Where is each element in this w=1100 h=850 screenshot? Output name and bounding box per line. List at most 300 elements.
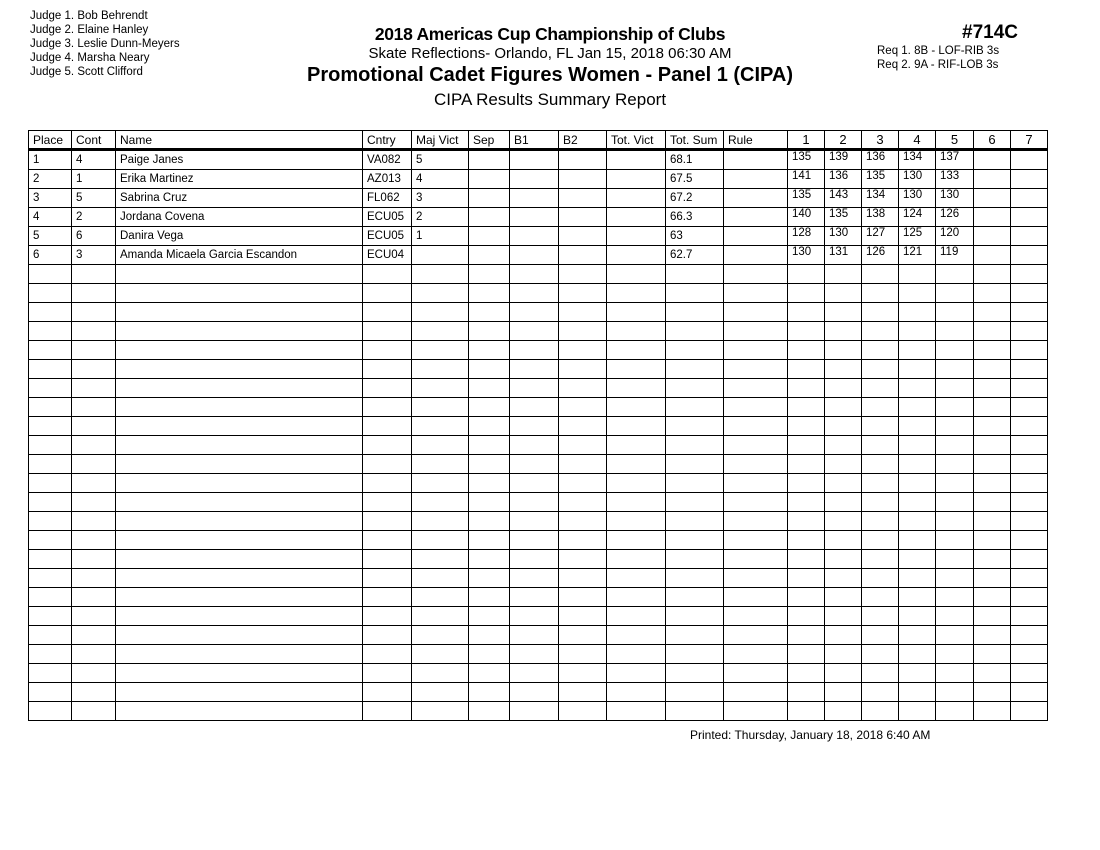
- empty-cell: [510, 645, 559, 664]
- empty-cell: [559, 398, 607, 417]
- empty-table-row: [29, 341, 1048, 360]
- empty-cell: [666, 436, 724, 455]
- empty-cell: [363, 455, 412, 474]
- empty-cell: [29, 417, 72, 436]
- empty-cell: [666, 417, 724, 436]
- empty-cell: [788, 493, 825, 512]
- score-j1-cell: 130: [788, 246, 825, 265]
- rule-cell: [724, 150, 788, 170]
- empty-cell: [974, 455, 1011, 474]
- empty-cell: [29, 379, 72, 398]
- empty-cell: [862, 379, 899, 398]
- score-j4-cell: 124: [899, 208, 936, 227]
- empty-cell: [412, 265, 469, 284]
- empty-cell: [974, 569, 1011, 588]
- empty-cell: [862, 436, 899, 455]
- table-row: [29, 170, 1048, 189]
- cont-cell: 2: [72, 208, 116, 227]
- tot-vict-cell: [607, 227, 666, 246]
- empty-cell: [862, 531, 899, 550]
- empty-table-row: [29, 569, 1048, 588]
- empty-cell: [559, 284, 607, 303]
- empty-cell: [469, 512, 510, 531]
- empty-cell: [72, 398, 116, 417]
- empty-cell: [29, 493, 72, 512]
- empty-cell: [469, 588, 510, 607]
- empty-cell: [899, 322, 936, 341]
- empty-cell: [666, 607, 724, 626]
- empty-cell: [936, 360, 974, 379]
- empty-cell: [899, 474, 936, 493]
- empty-cell: [936, 645, 974, 664]
- empty-cell: [29, 702, 72, 721]
- col-judge-7: 7: [1011, 131, 1048, 150]
- empty-cell: [412, 512, 469, 531]
- empty-cell: [412, 493, 469, 512]
- tot-sum-cell: 66.3: [666, 208, 724, 227]
- empty-cell: [936, 550, 974, 569]
- empty-cell: [72, 284, 116, 303]
- empty-cell: [469, 303, 510, 322]
- empty-cell: [724, 474, 788, 493]
- empty-cell: [72, 512, 116, 531]
- empty-cell: [29, 284, 72, 303]
- empty-cell: [666, 702, 724, 721]
- empty-cell: [607, 569, 666, 588]
- cntry-cell: ECU04: [363, 246, 412, 265]
- empty-cell: [559, 379, 607, 398]
- empty-cell: [607, 683, 666, 702]
- empty-cell: [899, 588, 936, 607]
- empty-cell: [607, 645, 666, 664]
- empty-cell: [116, 550, 363, 569]
- empty-table-row: [29, 360, 1048, 379]
- empty-cell: [899, 455, 936, 474]
- tot-vict-cell: [607, 246, 666, 265]
- cont-cell: 1: [72, 170, 116, 189]
- empty-cell: [363, 550, 412, 569]
- empty-cell: [116, 664, 363, 683]
- score-j7-cell: [1011, 170, 1048, 189]
- empty-cell: [936, 417, 974, 436]
- empty-cell: [788, 360, 825, 379]
- empty-cell: [559, 626, 607, 645]
- empty-cell: [724, 493, 788, 512]
- empty-cell: [825, 322, 862, 341]
- empty-cell: [724, 379, 788, 398]
- empty-cell: [788, 702, 825, 721]
- place-cell: 6: [29, 246, 72, 265]
- b2-cell: [559, 227, 607, 246]
- empty-cell: [607, 436, 666, 455]
- score-j5-cell: 137: [936, 150, 974, 170]
- empty-cell: [862, 512, 899, 531]
- empty-cell: [363, 379, 412, 398]
- empty-cell: [607, 531, 666, 550]
- empty-cell: [607, 341, 666, 360]
- empty-cell: [363, 493, 412, 512]
- col-judge-2: 2: [825, 131, 862, 150]
- empty-cell: [412, 531, 469, 550]
- empty-cell: [1011, 550, 1048, 569]
- empty-cell: [899, 531, 936, 550]
- empty-cell: [1011, 398, 1048, 417]
- empty-cell: [666, 284, 724, 303]
- empty-cell: [412, 645, 469, 664]
- empty-table-row: [29, 607, 1048, 626]
- empty-cell: [510, 626, 559, 645]
- empty-cell: [788, 588, 825, 607]
- empty-cell: [29, 550, 72, 569]
- empty-cell: [899, 360, 936, 379]
- empty-cell: [29, 322, 72, 341]
- empty-cell: [72, 474, 116, 493]
- empty-cell: [607, 550, 666, 569]
- empty-cell: [559, 322, 607, 341]
- empty-cell: [469, 702, 510, 721]
- empty-cell: [116, 626, 363, 645]
- empty-cell: [666, 455, 724, 474]
- empty-cell: [412, 398, 469, 417]
- empty-cell: [974, 493, 1011, 512]
- sep-cell: [469, 150, 510, 170]
- empty-cell: [724, 436, 788, 455]
- name-cell: Jordana Covena: [116, 208, 363, 227]
- empty-cell: [116, 303, 363, 322]
- empty-cell: [899, 493, 936, 512]
- table-header-row: [29, 131, 1048, 150]
- score-j6-cell: [974, 246, 1011, 265]
- empty-cell: [607, 360, 666, 379]
- empty-cell: [607, 664, 666, 683]
- score-j5-cell: 119: [936, 246, 974, 265]
- empty-cell: [825, 360, 862, 379]
- score-j3-cell: 127: [862, 227, 899, 246]
- empty-cell: [788, 474, 825, 493]
- empty-cell: [724, 398, 788, 417]
- printed-timestamp: Printed: Thursday, January 18, 2018 6:40 AM: [690, 728, 931, 742]
- empty-cell: [469, 664, 510, 683]
- tot-vict-cell: [607, 208, 666, 227]
- empty-cell: [974, 341, 1011, 360]
- empty-cell: [1011, 265, 1048, 284]
- table-row: [29, 189, 1048, 208]
- empty-cell: [1011, 284, 1048, 303]
- empty-cell: [363, 360, 412, 379]
- empty-cell: [1011, 626, 1048, 645]
- col-b2: B2: [559, 131, 607, 150]
- empty-cell: [363, 626, 412, 645]
- empty-cell: [724, 284, 788, 303]
- score-j3-cell: 126: [862, 246, 899, 265]
- judge-2: Judge 2. Elaine Hanley: [30, 24, 149, 36]
- empty-cell: [1011, 683, 1048, 702]
- empty-cell: [899, 417, 936, 436]
- empty-cell: [363, 398, 412, 417]
- empty-cell: [825, 265, 862, 284]
- empty-cell: [469, 645, 510, 664]
- empty-cell: [116, 379, 363, 398]
- empty-cell: [862, 664, 899, 683]
- empty-cell: [825, 303, 862, 322]
- empty-cell: [788, 664, 825, 683]
- b1-cell: [510, 208, 559, 227]
- judge-1: Judge 1. Bob Behrendt: [30, 10, 148, 22]
- empty-table-row: [29, 455, 1048, 474]
- empty-cell: [29, 588, 72, 607]
- empty-cell: [72, 436, 116, 455]
- empty-cell: [116, 436, 363, 455]
- empty-cell: [936, 683, 974, 702]
- maj-vict-cell: 1: [412, 227, 469, 246]
- empty-cell: [116, 284, 363, 303]
- empty-cell: [1011, 436, 1048, 455]
- empty-cell: [72, 550, 116, 569]
- empty-cell: [363, 284, 412, 303]
- empty-cell: [1011, 379, 1048, 398]
- table-row: [29, 208, 1048, 227]
- empty-table-row: [29, 702, 1048, 721]
- empty-table-row: [29, 379, 1048, 398]
- empty-cell: [510, 512, 559, 531]
- empty-cell: [788, 683, 825, 702]
- empty-cell: [363, 531, 412, 550]
- empty-cell: [116, 512, 363, 531]
- empty-cell: [862, 398, 899, 417]
- b1-cell: [510, 170, 559, 189]
- judge-3: Judge 3. Leslie Dunn-Meyers: [30, 38, 180, 50]
- empty-cell: [936, 455, 974, 474]
- col-name: Name: [116, 131, 363, 150]
- empty-cell: [825, 474, 862, 493]
- sep-cell: [469, 246, 510, 265]
- empty-cell: [607, 379, 666, 398]
- cont-cell: 5: [72, 189, 116, 208]
- sep-cell: [469, 208, 510, 227]
- tot-sum-cell: 68.1: [666, 150, 724, 170]
- empty-cell: [29, 683, 72, 702]
- empty-cell: [412, 550, 469, 569]
- empty-cell: [974, 645, 1011, 664]
- tot-sum-cell: 67.5: [666, 170, 724, 189]
- score-j4-cell: 121: [899, 246, 936, 265]
- table-row: [29, 227, 1048, 246]
- empty-cell: [788, 379, 825, 398]
- empty-cell: [1011, 360, 1048, 379]
- empty-cell: [510, 341, 559, 360]
- empty-cell: [363, 303, 412, 322]
- empty-cell: [363, 417, 412, 436]
- empty-cell: [825, 531, 862, 550]
- empty-cell: [1011, 512, 1048, 531]
- empty-cell: [974, 550, 1011, 569]
- cont-cell: 3: [72, 246, 116, 265]
- empty-cell: [825, 493, 862, 512]
- table-row: [29, 246, 1048, 265]
- empty-cell: [469, 398, 510, 417]
- empty-cell: [1011, 474, 1048, 493]
- empty-cell: [724, 455, 788, 474]
- empty-cell: [607, 455, 666, 474]
- empty-cell: [666, 265, 724, 284]
- col-judge-6: 6: [974, 131, 1011, 150]
- empty-cell: [72, 626, 116, 645]
- empty-cell: [116, 455, 363, 474]
- empty-cell: [559, 512, 607, 531]
- empty-cell: [974, 626, 1011, 645]
- place-cell: 3: [29, 189, 72, 208]
- empty-cell: [72, 702, 116, 721]
- empty-cell: [899, 436, 936, 455]
- empty-cell: [469, 474, 510, 493]
- empty-cell: [788, 550, 825, 569]
- empty-cell: [510, 265, 559, 284]
- judges-list: [30, 9, 180, 79]
- col-maj-vict: Maj Vict: [412, 131, 469, 150]
- empty-cell: [412, 436, 469, 455]
- empty-cell: [666, 531, 724, 550]
- col-rule: Rule: [724, 131, 788, 150]
- empty-cell: [412, 607, 469, 626]
- empty-table-row: [29, 683, 1048, 702]
- score-j4-cell: 130: [899, 189, 936, 208]
- empty-cell: [974, 588, 1011, 607]
- empty-cell: [363, 645, 412, 664]
- empty-cell: [1011, 303, 1048, 322]
- empty-cell: [862, 455, 899, 474]
- empty-cell: [788, 531, 825, 550]
- empty-cell: [412, 379, 469, 398]
- empty-cell: [469, 550, 510, 569]
- empty-cell: [469, 531, 510, 550]
- empty-cell: [936, 531, 974, 550]
- empty-cell: [72, 588, 116, 607]
- empty-cell: [363, 683, 412, 702]
- empty-cell: [116, 265, 363, 284]
- score-j2-cell: 139: [825, 150, 862, 170]
- empty-cell: [825, 550, 862, 569]
- empty-cell: [974, 379, 1011, 398]
- empty-cell: [1011, 588, 1048, 607]
- empty-cell: [899, 702, 936, 721]
- empty-cell: [936, 607, 974, 626]
- empty-cell: [607, 398, 666, 417]
- b1-cell: [510, 189, 559, 208]
- empty-cell: [412, 322, 469, 341]
- empty-cell: [788, 265, 825, 284]
- col-sep: Sep: [469, 131, 510, 150]
- empty-cell: [510, 550, 559, 569]
- empty-table-row: [29, 512, 1048, 531]
- sep-cell: [469, 227, 510, 246]
- empty-cell: [1011, 455, 1048, 474]
- maj-vict-cell: 4: [412, 170, 469, 189]
- empty-cell: [862, 284, 899, 303]
- empty-cell: [825, 645, 862, 664]
- score-j2-cell: 136: [825, 170, 862, 189]
- empty-cell: [29, 664, 72, 683]
- empty-cell: [607, 322, 666, 341]
- score-j6-cell: [974, 150, 1011, 170]
- score-j3-cell: 135: [862, 170, 899, 189]
- score-j5-cell: 130: [936, 189, 974, 208]
- col-judge-1: 1: [788, 131, 825, 150]
- empty-cell: [559, 417, 607, 436]
- empty-cell: [899, 607, 936, 626]
- empty-table-row: [29, 474, 1048, 493]
- empty-cell: [899, 303, 936, 322]
- empty-cell: [825, 626, 862, 645]
- empty-cell: [788, 455, 825, 474]
- empty-cell: [724, 626, 788, 645]
- cntry-cell: FL062: [363, 189, 412, 208]
- requirements-list: [877, 44, 999, 72]
- empty-cell: [72, 607, 116, 626]
- empty-cell: [1011, 493, 1048, 512]
- empty-cell: [936, 702, 974, 721]
- empty-cell: [469, 455, 510, 474]
- empty-cell: [936, 265, 974, 284]
- maj-vict-cell: [412, 246, 469, 265]
- empty-cell: [469, 683, 510, 702]
- empty-cell: [72, 645, 116, 664]
- empty-cell: [724, 531, 788, 550]
- empty-cell: [862, 303, 899, 322]
- empty-cell: [510, 474, 559, 493]
- empty-cell: [412, 702, 469, 721]
- empty-cell: [412, 683, 469, 702]
- empty-cell: [788, 645, 825, 664]
- empty-cell: [936, 512, 974, 531]
- empty-cell: [72, 360, 116, 379]
- empty-cell: [412, 588, 469, 607]
- empty-cell: [724, 683, 788, 702]
- b2-cell: [559, 208, 607, 227]
- empty-cell: [559, 265, 607, 284]
- empty-cell: [116, 474, 363, 493]
- empty-cell: [510, 531, 559, 550]
- empty-cell: [1011, 702, 1048, 721]
- b2-cell: [559, 150, 607, 170]
- col-cont: Cont: [72, 131, 116, 150]
- empty-cell: [510, 379, 559, 398]
- empty-cell: [825, 284, 862, 303]
- b2-cell: [559, 189, 607, 208]
- empty-cell: [412, 569, 469, 588]
- empty-cell: [116, 360, 363, 379]
- empty-cell: [724, 702, 788, 721]
- empty-cell: [363, 664, 412, 683]
- empty-cell: [469, 417, 510, 436]
- place-cell: 5: [29, 227, 72, 246]
- empty-cell: [825, 455, 862, 474]
- empty-cell: [862, 569, 899, 588]
- empty-cell: [510, 455, 559, 474]
- empty-cell: [469, 493, 510, 512]
- empty-cell: [363, 265, 412, 284]
- empty-cell: [825, 379, 862, 398]
- empty-cell: [559, 436, 607, 455]
- judge-5: Judge 5. Scott Clifford: [30, 66, 143, 78]
- empty-cell: [724, 588, 788, 607]
- empty-cell: [607, 303, 666, 322]
- empty-cell: [974, 607, 1011, 626]
- empty-cell: [72, 322, 116, 341]
- empty-cell: [363, 341, 412, 360]
- empty-cell: [559, 607, 607, 626]
- empty-table-row: [29, 436, 1048, 455]
- empty-cell: [724, 512, 788, 531]
